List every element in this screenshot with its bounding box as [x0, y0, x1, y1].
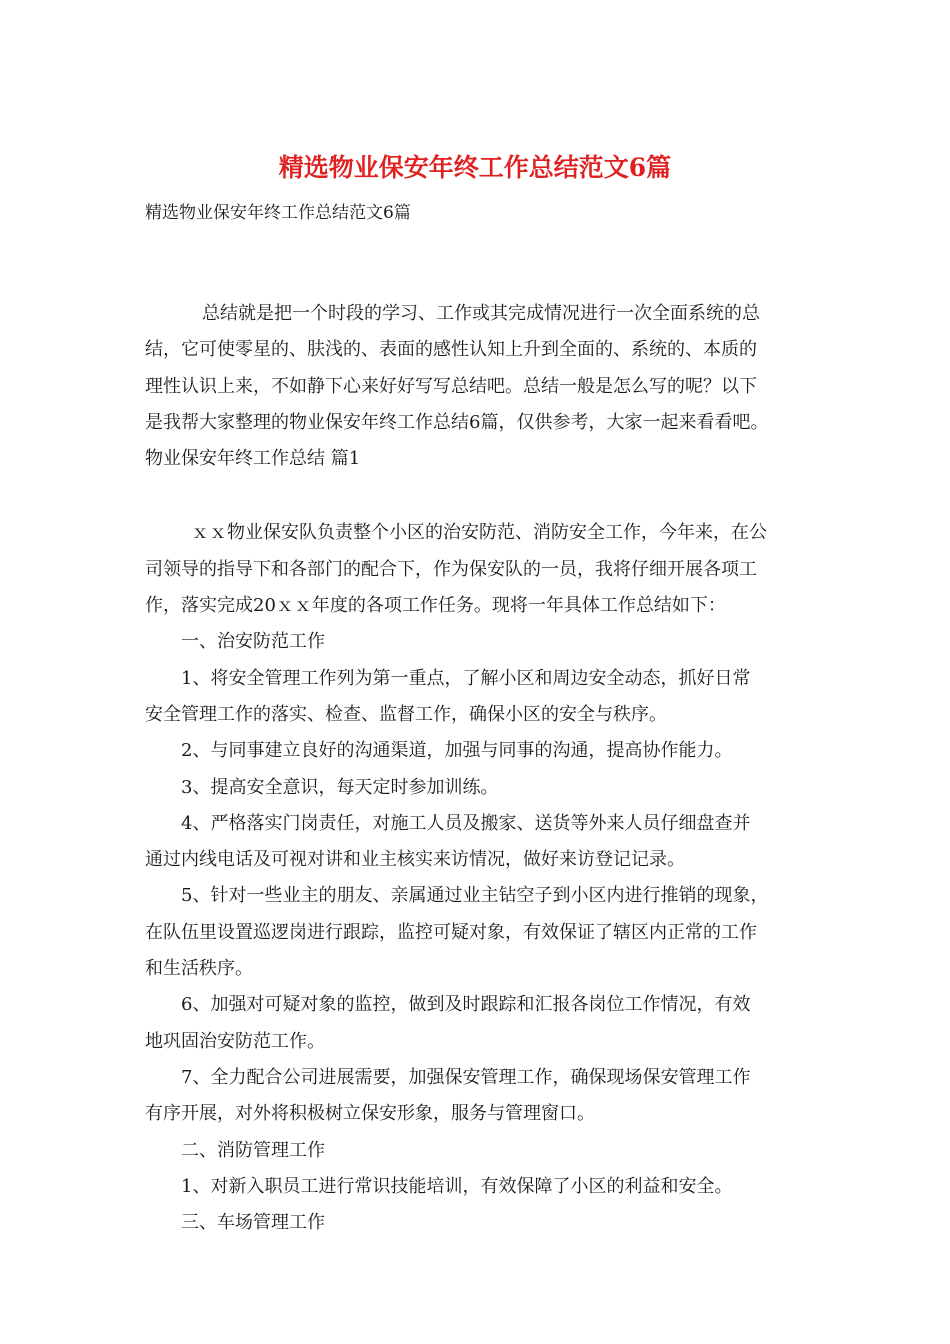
document-title: 精选物业保安年终工作总结范文6篇 — [278, 153, 672, 182]
paragraph-line: 作，落实完成20ｘｘ年度的各项工作任务。现将一年具体工作总结如下： — [145, 595, 726, 617]
list-item: 5、针对一些业主的朋友、亲属通过业主钻空子到小区内进行推销的现象， — [181, 885, 769, 907]
list-item-continuation: 通过内线电话及可视对讲和业主核实来访情况，做好来访登记记录。 — [145, 849, 685, 871]
list-item: 4、严格落实门岗责任，对施工人员及搬家、送货等外来人员仔细盘查并 — [181, 812, 751, 834]
list-item: 7、全力配合公司进展需要，加强保安管理工作，确保现场保安管理工作 — [181, 1066, 751, 1088]
list-item: 1、对新入职员工进行常识技能培训，有效保障了小区的利益和安全。 — [181, 1175, 733, 1197]
list-item-continuation: 地巩固治安防范工作。 — [145, 1030, 325, 1052]
intro-line: 是我帮大家整理的物业保安年终工作总结6篇，仅供参考，大家一起来看看吧。 — [145, 411, 769, 433]
list-item-continuation: 有序开展，对外将积极树立保安形象，服务与管理窗口。 — [145, 1103, 595, 1125]
document-subtitle: 精选物业保安年终工作总结范文6篇 — [145, 203, 411, 223]
intro-line: 总结就是把一个时段的学习、工作或其完成情况进行一次全面系统的总 — [202, 303, 760, 324]
subheading-fire: 二、消防管理工作 — [181, 1139, 325, 1161]
list-item-continuation: 和生活秩序。 — [145, 958, 253, 980]
document-body — [145, 296, 805, 1241]
section-heading: 物业保安年终工作总结 篇1 — [145, 448, 361, 470]
list-item-continuation: 安全管理工作的落实、检查、监督工作，确保小区的安全与秩序。 — [145, 703, 667, 725]
list-item: 3、提高安全意识，每天定时参加训练。 — [181, 776, 499, 798]
list-item: 1、将安全管理工作列为第一重点，了解小区和周边安全动态，抓好日常 — [181, 667, 751, 689]
list-item-continuation: 在队伍里设置巡逻岗进行跟踪，监控可疑对象，有效保证了辖区内正常的工作 — [145, 921, 757, 943]
list-item: 6、加强对可疑对象的监控，做到及时跟踪和汇报各岗位工作情况，有效 — [181, 994, 751, 1016]
list-item: 2、与同事建立良好的沟通渠道，加强与同事的沟通，提高协作能力。 — [181, 740, 733, 762]
paragraph-line: 司领导的指导下和各部门的配合下，作为保安队的一员，我将仔细开展各项工 — [145, 558, 757, 580]
subheading-parking: 三、车场管理工作 — [181, 1212, 325, 1234]
intro-line: 理性认识上来，不如静下心来好好写写总结吧。总结一般是怎么写的呢？以下 — [145, 375, 757, 397]
intro-line: 结，它可使零星的、肤浅的、表面的感性认知上升到全面的、系统的、本质的 — [145, 339, 757, 361]
spacer — [145, 477, 805, 515]
subheading-security: 一、治安防范工作 — [181, 631, 325, 653]
paragraph-line: ｘｘ物业保安队负责整个小区的治安防范、消防安全工作，今年来，在公 — [191, 522, 767, 544]
